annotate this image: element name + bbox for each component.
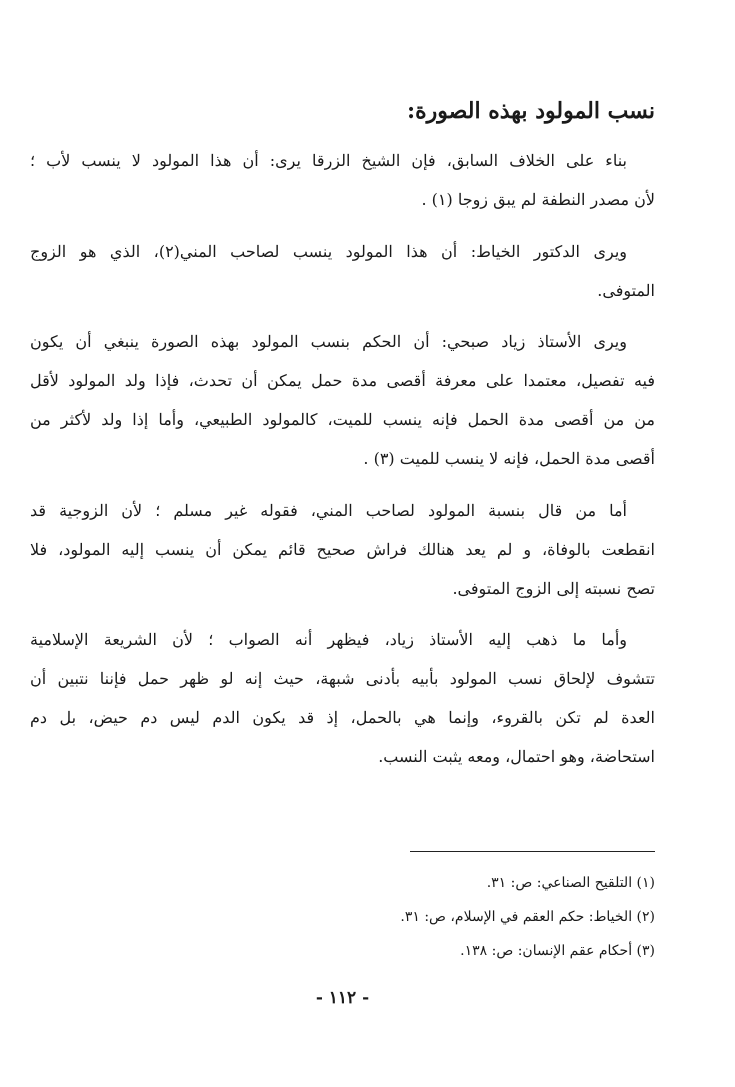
paragraph-5 <box>30 620 655 776</box>
paragraph-line: ويرى الأستاذ زياد صبحي: أن الحكم بنسب المولود بهذه الصورة ينبغي أن يكون <box>30 332 627 351</box>
paragraph-line: ويرى الدكتور الخياط: أن هذا المولود ينسب لصاحب المني(٢)، الذي هو الزوج <box>30 242 627 261</box>
section-heading: نسب المولود بهذه الصورة: <box>407 98 655 124</box>
paragraph-line: لأن مصدر النطفة لم يبق زوجا (١) . <box>421 190 655 209</box>
footnote-1: (١) التلقيح الصناعي: ص: ٣١. <box>486 875 655 891</box>
paragraph-line: أقصى مدة الحمل، فإنه لا ينسب للميت (٣) . <box>363 449 655 468</box>
paragraph-line: انقطعت بالوفاة، و لم يعد هنالك فراش صحيح قائم يمكن أن ينسب إليه المولود، فلا <box>30 540 655 559</box>
document-page <box>30 0 655 1087</box>
paragraph-line: فيه تفصيل، معتمدا على معرفة أقصى مدة حمل يمكن أن تحدث، فإذا ولد المولود لأقل <box>30 371 655 390</box>
paragraph-line: أما من قال بنسبة المولود لصاحب المني، فقوله غير مسلم ؛ لأن الزوجية قد <box>30 501 628 520</box>
paragraph-2 <box>30 232 655 310</box>
paragraph-line: من من أقصى مدة الحمل فإنه ينسب للميت، كالمولود الطبيعي، وأما إذا ولد لأكثر من <box>30 410 655 429</box>
footnote-divider <box>410 851 655 852</box>
footnotes <box>30 866 655 968</box>
page-number: - ١١٢ - <box>315 988 370 1008</box>
footnote-2: (٢) الخياط: حكم العقم في الإسلام، ص: ٣١. <box>400 909 655 925</box>
paragraph-line: وأما ما ذهب إليه الأستاذ زياد، فيظهر أنه الصواب ؛ لأن الشريعة الإسلامية <box>30 630 627 649</box>
paragraph-line: بناء على الخلاف السابق، فإن الشيخ الزرقا يرى: أن هذا المولود لا ينسب لأب ؛ <box>30 151 627 170</box>
paragraph-1 <box>30 141 655 219</box>
paragraph-line: تصح نسبته إلى الزوج المتوفى. <box>452 579 655 598</box>
paragraph-4 <box>30 491 655 608</box>
footnote-3: (٣) أحكام عقم الإنسان: ص: ١٣٨. <box>460 943 655 959</box>
paragraph-line: المتوفى. <box>597 281 655 300</box>
paragraph-line: استحاضة، وهو احتمال، ومعه يثبت النسب. <box>378 747 655 766</box>
paragraph-line: تتشوف لإلحاق نسب المولود بأبيه بأدنى شبهة، حيث إنه لو ظهر حمل فإننا نتبين أن <box>30 669 655 688</box>
paragraph-line: العدة لم تكن بالقروء، وإنما هي بالحمل، إذ قد يكون الدم ليس دم حيض، بل دم <box>30 708 655 727</box>
paragraph-3 <box>30 322 655 478</box>
